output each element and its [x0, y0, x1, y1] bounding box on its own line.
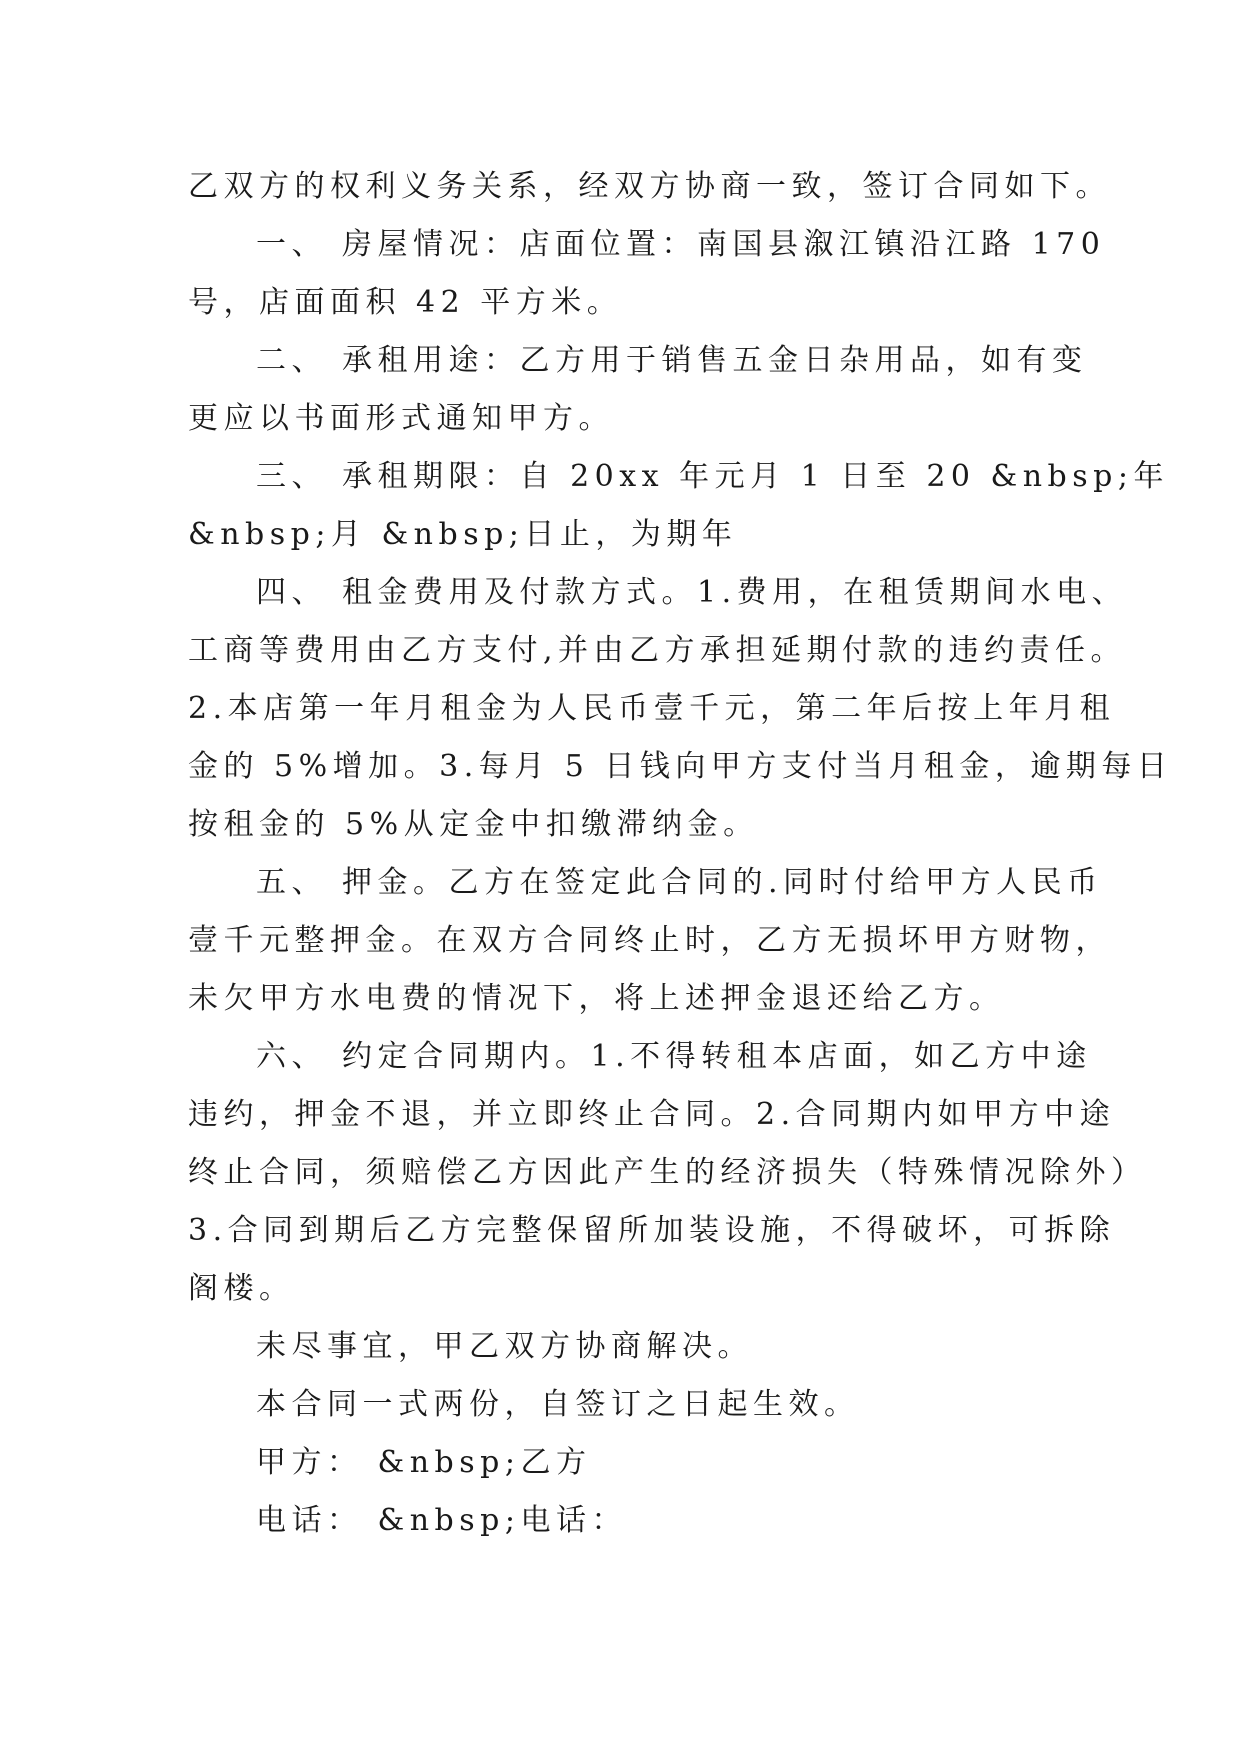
clause-5-deposit: 五、 押金。乙方在签定此合同的.同时付给甲方人民币 [256, 865, 1103, 900]
clause-3-term: 三、 承租期限：自 20xx 年元月 1 日至 20 &nbsp;年 [256, 459, 1169, 494]
text-line-18: 终止合同，须赔偿乙方因此产生的经济损失（特殊情况除外） [188, 1155, 1147, 1190]
text-line-15: 未欠甲方水电费的情况下，将上述押金退还给乙方。 [188, 981, 1005, 1016]
text-line-12: 按租金的 5%从定金中扣缴滞纳金。 [188, 807, 759, 842]
unresolved-matters: 未尽事宜，甲乙双方协商解决。 [256, 1329, 753, 1364]
clause-2-use: 二、 承租用途：乙方用于销售五金日杂用品，如有变 [256, 343, 1088, 378]
text-line-10: 2.本店第一年月租金为人民币壹千元，第二年后按上年月租 [188, 691, 1116, 726]
text-line-11: 金的 5%增加。3.每月 5 日钱向甲方支付当月租金，逾期每日 [188, 749, 1173, 784]
text-line-14: 壹千元整押金。在双方合同终止时，乙方无损坏甲方财物， [188, 923, 1111, 958]
text-line-3: 号，店面面积 42 平方米。 [188, 285, 623, 320]
clause-4-rent: 四、 租金费用及付款方式。1.费用，在租赁期间水电、 [256, 575, 1128, 610]
text-line-1: 乙双方的权利义务关系，经双方协商一致，签订合同如下。 [188, 169, 1111, 204]
text-line-19: 3.合同到期后乙方完整保留所加装设施，不得破坏，可拆除 [188, 1213, 1116, 1248]
party-phones: 电话： &nbsp;电话： [256, 1503, 627, 1538]
clause-6-agreement: 六、 约定合同期内。1.不得转租本店面，如乙方中途 [256, 1039, 1092, 1074]
text-line-9: 工商等费用由乙方支付,并由乙方承担延期付款的违约责任。 [188, 633, 1127, 668]
copies-effective: 本合同一式两份，自签订之日起生效。 [256, 1387, 860, 1422]
contract-body [188, 158, 1173, 1550]
text-line-20: 阁楼。 [188, 1271, 295, 1306]
text-line-17: 违约，押金不退，并立即终止合同。2.合同期内如甲方中途 [188, 1097, 1116, 1132]
clause-1-premises: 一、 房屋情况：店面位置：南国县溆江镇沿江路 170 [256, 227, 1106, 262]
text-line-5: 更应以书面形式通知甲方。 [188, 401, 614, 436]
text-line-7: &nbsp;月 &nbsp;日止，为期年 [188, 517, 738, 552]
party-signatures: 甲方： &nbsp;乙方 [256, 1445, 592, 1480]
